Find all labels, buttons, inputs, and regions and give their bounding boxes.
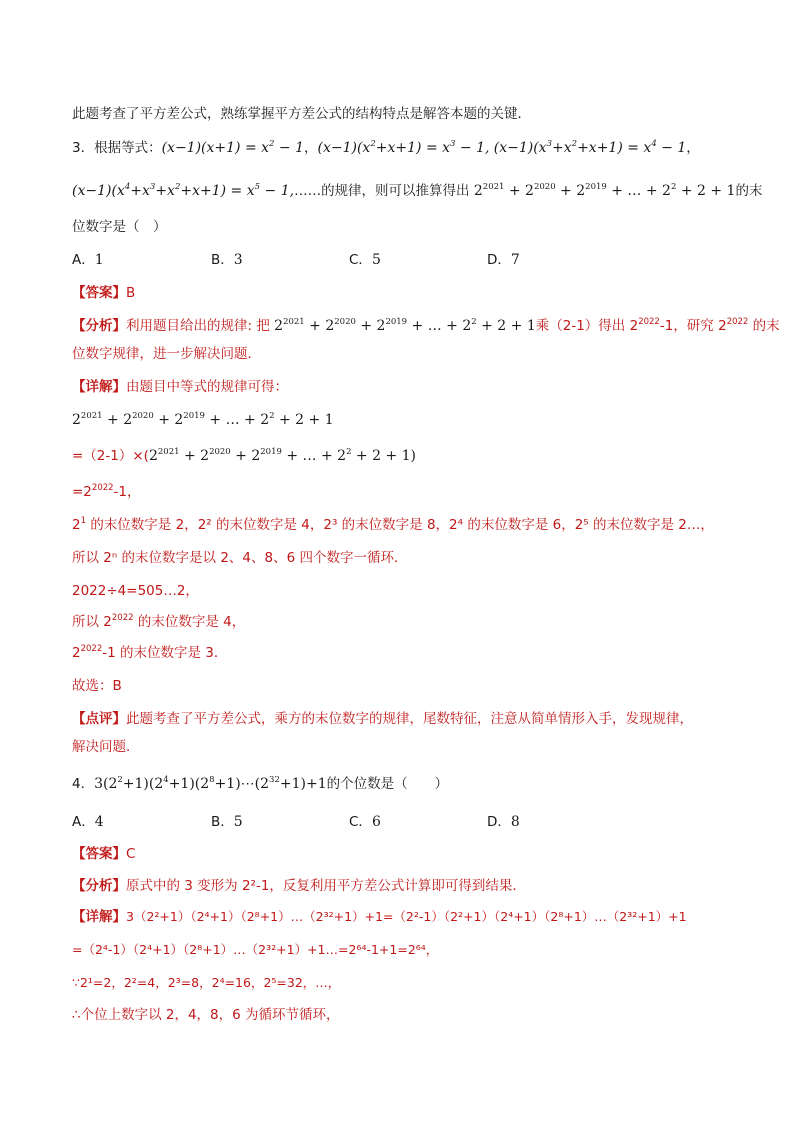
q3-comment-line1: 【点评】此题考查了平方差公式，乘方的末位数字的规律，尾数特征，注意从简单情形入手，发现规律， (72, 711, 693, 727)
q4-analysis: 【分析】原式中的 3 变形为 2²-1，反复利用平方差公式计算即可得到结果． (72, 878, 526, 894)
q4-option-c: C．6 (349, 814, 381, 830)
detail-tag: 【详解】 (72, 909, 126, 925)
q4-option-b: B．5 (211, 814, 243, 830)
q4-detail-line4: ∴个位上数字以 2，4，8，6 为循环节循环， (72, 1007, 340, 1023)
comment-tag: 【点评】 (72, 711, 126, 727)
q3-answer (72, 283, 135, 303)
q3-stem-line3: 位数字是（ ） (72, 219, 167, 235)
q4-option-d: D．8 (487, 814, 520, 830)
q3-detail-step1: $=(2-1)\times(2^{2021} + 2^{2020} + 2^{2019}$ + … + $2^2 + 2 + 1$) (72, 447, 417, 464)
equation-4: $(x-1)(x^4+x^3+x^2+x+1) = x^5 - 1$, (72, 182, 295, 199)
q3-detail-step2: $=2^{2022}-1$， (72, 483, 141, 500)
answer-tag: 【答案】 (72, 285, 126, 301)
q3-result-line: $2^{2022}-1$ 的末位数字是 3． (72, 644, 228, 661)
q3-division: 2022÷4=505…2， (72, 583, 199, 599)
q3-option-c: C．5 (349, 252, 381, 268)
q3-stem-line1: 3．根据等式：$(x-1)(x+1) = x^2 - 1$，$(x-1)(x^2+x+1) = x^3 - 1$, $(x-1)(x^3+x^2+x+1) = x^4 - 1$， (72, 139, 700, 156)
q3-stem-tail: 的末 (735, 183, 763, 199)
answer-tag: 【答案】 (72, 846, 126, 862)
equation-3: $(x-1)(x^3+x^2+x+1) = x^4 - 1$ (493, 139, 687, 156)
q3-number: 3． (72, 140, 95, 156)
q3-last-digit-line: 所以 $2^{2022}$ 的末位数字是 4， (72, 613, 246, 630)
power-sum-expression: $2^{2021} + 2^{2020} + 2^{2019}$ + … + $2^2 + 2 + 1$ (473, 182, 736, 199)
q3-pattern-line: $2^1$ 的末位数字是 2，2² 的末位数字是 4，2³ 的末位数字是 8，2⁴ 的末位数字是 6，2⁵ 的末位数字是 2…， (72, 516, 714, 533)
analysis-tag: 【分析】 (72, 878, 126, 894)
q4-detail-line1: 【详解】3（2²+1）（2⁴+1）（2⁸+1）…（2³²+1）+1=（2²-1）（2²+1）（2⁴+1）（2⁸+1）…（2³²+1）+1 (72, 909, 687, 925)
q3-option-d: D．7 (487, 252, 520, 268)
q4-stem (72, 774, 448, 794)
answer-value: C (126, 846, 136, 862)
q3-comment-line2: 解决问题． (72, 739, 140, 755)
q4-number: 4． (72, 776, 95, 792)
q3-detail-expression: $2^{2021} + 2^{2020} + 2^{2019}$ + … + $2^2 + 2 + 1$ (72, 411, 334, 428)
q3-analysis-line2: 位数字规律，进一步解决问题． (72, 346, 261, 362)
analysis-tag: 【分析】 (72, 318, 126, 334)
q3-analysis-line1: 【分析】利用题目给出的规律: 把 $2^{2021} + 2^{2020} + 2^{2019}$ + … + $2^2 + 2 + 1$乘（2-1）得出 $2^{2022}-1$，研究 $2^{2022}$ 的末 (72, 317, 780, 334)
q3-option-a: A．1 (72, 252, 104, 268)
equation-1: $(x-1)(x+1) = x^2 - 1$ (161, 139, 305, 156)
q4-detail-line3: ∵2¹=2，2²=4，2³=8，2⁴=16，2⁵=32，…， (72, 975, 341, 990)
q3-choose: 故选：B (72, 678, 122, 694)
q4-option-a: A．4 (72, 814, 104, 830)
q4-stem-suffix: 的个位数是（ ） (326, 776, 449, 792)
q3-stem-mid: 的规律，则可以推算得出 (321, 183, 470, 199)
q3-detail-intro: 【详解】由题目中等式的规律可得： (72, 379, 288, 395)
q4-answer (72, 844, 135, 864)
answer-value: B (126, 285, 136, 301)
intro-text: 此题考查了平方差公式，熟练掌握平方差公式的结构特点是解答本题的关键． (72, 106, 531, 122)
equation-2: $(x-1)(x^2+x+1) = x^3 - 1$, (317, 139, 490, 156)
power-sum-expression: $2^{2021} + 2^{2020} + 2^{2019}$ + … + $2^2 + 2 + 1$ (274, 317, 536, 334)
q3-stem-prefix: 根据等式： (94, 140, 162, 156)
q4-detail-line2: =（2⁴-1）（2⁴+1）（2⁸+1）…（2³²+1）+1…=2⁶⁴-1+1=2⁶⁴， (72, 942, 439, 957)
detail-tag: 【详解】 (72, 379, 126, 395)
q3-cycle-line: 所以 2ⁿ 的末位数字是以 2、4、8、6 四个数字一循环． (72, 550, 408, 566)
q3-stem-line2: $(x-1)(x^4+x^3+x^2+x+1) = x^5$ − 1,……的规律，则可以推算得出 $2^{2021} + 2^{2020} + 2^{2019}$ + … + $2^2 + 2 + 1$的末 (72, 182, 763, 199)
q4-expression: $3(2^2+1)(2^4+1)(2^8+1)\cdots(2^{32}+1)+1$ (94, 775, 327, 792)
q3-option-b: B．3 (211, 252, 243, 268)
